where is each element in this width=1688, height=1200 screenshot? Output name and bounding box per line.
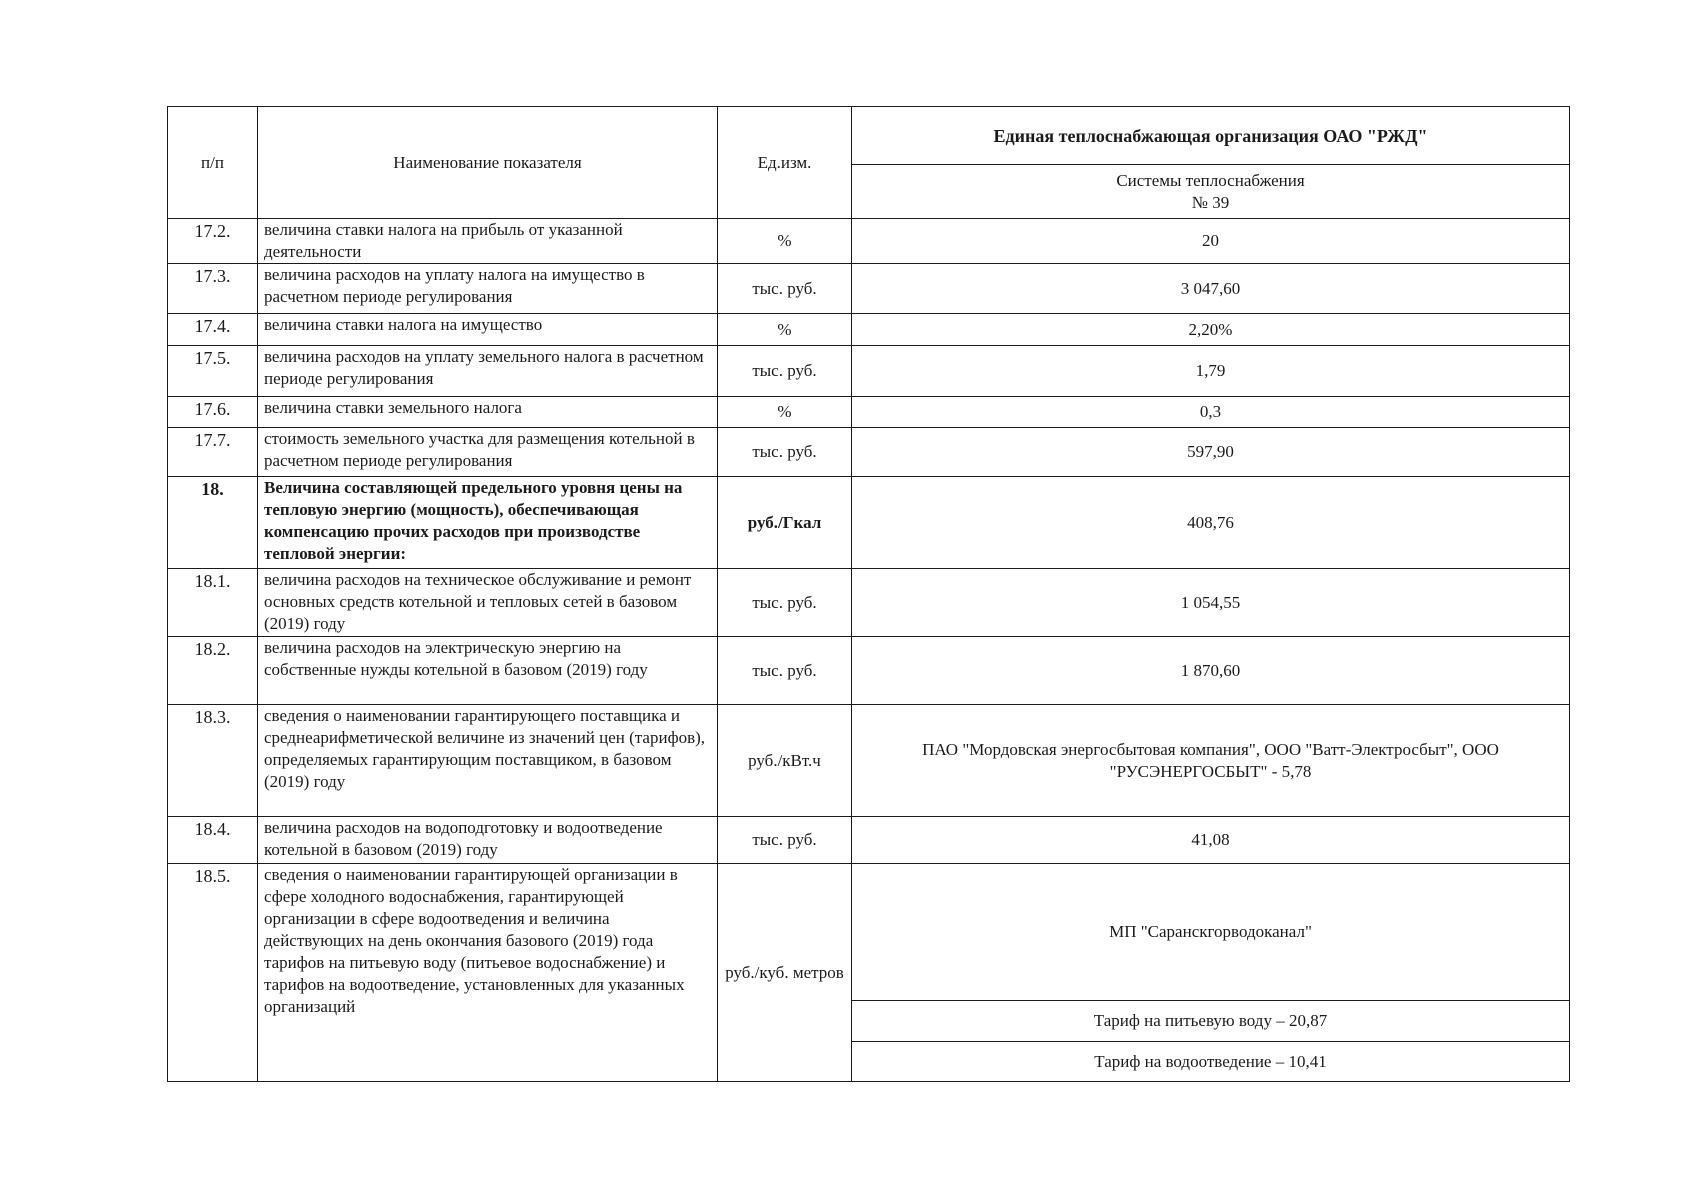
table-row (168, 264, 1570, 314)
row-unit: % (718, 397, 852, 428)
row-unit: % (718, 314, 852, 346)
table-row (168, 477, 1570, 569)
row-name: величина ставки земельного налога (258, 397, 718, 428)
row-value: 41,08 (852, 817, 1570, 864)
row-value-tariff-water: Тариф на питьевую воду – 20,87 (852, 1001, 1570, 1042)
row-name: величина расходов на уплату налога на имущество в расчетном периоде регулирования (258, 264, 718, 314)
row-num: 18.2. (168, 637, 258, 705)
table-row (168, 219, 1570, 264)
row-name: величина расходов на водоподготовку и водоотведение котельной в базовом (2019) году (258, 817, 718, 864)
row-num: 17.5. (168, 346, 258, 397)
row-unit: руб./кВт.ч (718, 705, 852, 817)
row-value: 2,20% (852, 314, 1570, 346)
row-num: 17.6. (168, 397, 258, 428)
row-unit: тыс. руб. (718, 264, 852, 314)
row-value: 1,79 (852, 346, 1570, 397)
row-unit: тыс. руб. (718, 817, 852, 864)
table-row (168, 314, 1570, 346)
row-num: 17.7. (168, 428, 258, 477)
row-name: величина расходов на электрическую энергию на собственные нужды котельной в базовом (2019) году (258, 637, 718, 705)
table-row (168, 397, 1570, 428)
row-num: 18.3. (168, 705, 258, 817)
indicators-table (167, 106, 1570, 1082)
table-row (168, 637, 1570, 705)
header-name: Наименование показателя (258, 107, 718, 219)
table-row (168, 428, 1570, 477)
header-system-line2: № 39 (1191, 192, 1230, 212)
row-value: 20 (852, 219, 1570, 264)
row-name: сведения о наименовании гарантирующего поставщика и среднеарифметической величине из значений цен (тарифов), определяемых гарантирующим поставщиком, в базовом (2019) году (258, 705, 718, 817)
row-num: 18. (168, 477, 258, 569)
row-unit: тыс. руб. (718, 346, 852, 397)
header-num: п/п (168, 107, 258, 219)
row-value: 0,3 (852, 397, 1570, 428)
row-value: ПАО "Мордовская энергосбытовая компания", ООО "Ватт-Электросбыт", ООО "РУСЭНЕРГОСБЫТ" - 5,78 (852, 705, 1570, 817)
row-name: стоимость земельного участка для размещения котельной в расчетном периоде регулирования (258, 428, 718, 477)
row-unit: % (718, 219, 852, 264)
row-value-org: МП "Саранскгорводоканал" (852, 864, 1570, 1001)
row-num: 17.2. (168, 219, 258, 264)
header-row (168, 107, 1570, 165)
row-num: 18.4. (168, 817, 258, 864)
table-row (168, 569, 1570, 637)
table-row (168, 817, 1570, 864)
row-num: 17.4. (168, 314, 258, 346)
table-row-18-5 (168, 864, 1570, 1001)
row-name: величина расходов на техническое обслуживание и ремонт основных средств котельной и тепловых сетей в базовом (2019) году (258, 569, 718, 637)
table-row (168, 346, 1570, 397)
header-system (852, 165, 1570, 219)
row-value: 1 054,55 (852, 569, 1570, 637)
row-name: величина ставки налога на прибыль от указанной деятельности (258, 219, 718, 264)
row-name: сведения о наименовании гарантирующей организации в сфере холодного водоснабжения, гарантирующей организации в сфере водоотведения и величина действующих на день окончания базового (2019) года тарифов на питьевую воду (питьевое водоснабжение) и тарифов на водоотведение, установленных для указанных организаций (258, 864, 718, 1082)
row-name: Величина составляющей предельного уровня цены на тепловую энергию (мощность), обеспечивающая компенсацию прочих расходов при производстве тепловой энергии: (258, 477, 718, 569)
row-num: 18.5. (168, 864, 258, 1082)
row-value: 1 870,60 (852, 637, 1570, 705)
header-unit: Ед.изм. (718, 107, 852, 219)
row-value-tariff-drain: Тариф на водоотведение – 10,41 (852, 1042, 1570, 1082)
row-num: 17.3. (168, 264, 258, 314)
row-unit: руб./Гкал (718, 477, 852, 569)
row-name: величина расходов на уплату земельного налога в расчетном периоде регулирования (258, 346, 718, 397)
row-unit: руб./куб. метров (718, 864, 852, 1082)
row-value: 3 047,60 (852, 264, 1570, 314)
row-unit: тыс. руб. (718, 428, 852, 477)
table-row (168, 705, 1570, 817)
header-organization: Единая теплоснабжающая организация ОАО "РЖД" (852, 107, 1570, 165)
row-num: 18.1. (168, 569, 258, 637)
row-unit: тыс. руб. (718, 569, 852, 637)
header-system-line1: Системы теплоснабжения (1116, 170, 1305, 190)
row-unit: тыс. руб. (718, 637, 852, 705)
row-value: 408,76 (852, 477, 1570, 569)
row-value: 597,90 (852, 428, 1570, 477)
row-name: величина ставки налога на имущество (258, 314, 718, 346)
